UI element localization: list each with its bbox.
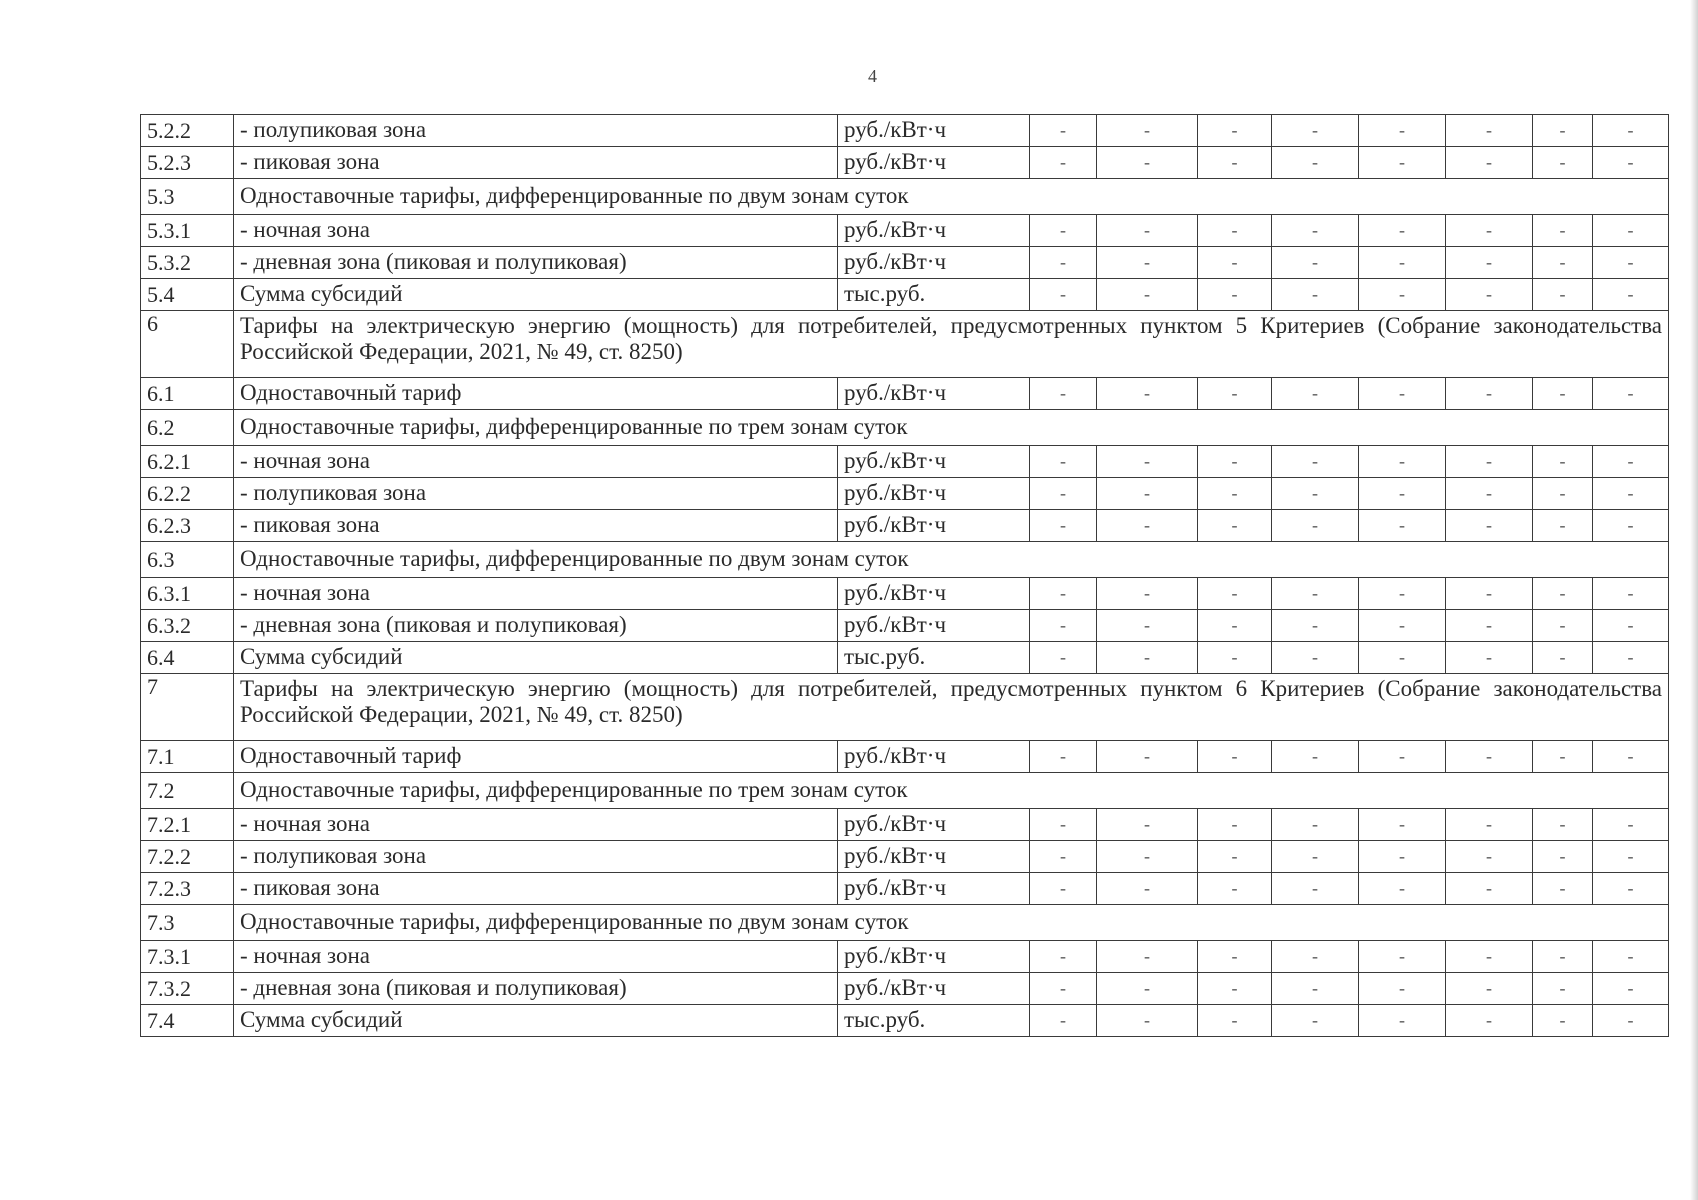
table-section-row (141, 410, 1669, 446)
table-row (141, 478, 1669, 510)
value-cell: - (1359, 147, 1446, 179)
value-cell: - (1030, 378, 1097, 410)
row-label: - ночная зона (234, 941, 838, 973)
value-cell: - (1446, 642, 1533, 674)
value-cell: - (1446, 941, 1533, 973)
value-cell: - (1446, 841, 1533, 873)
value-cell: - (1097, 115, 1198, 147)
value-cell: - (1198, 873, 1272, 905)
table-row (141, 378, 1669, 410)
row-label: Одноставочные тарифы, дифференцированные по двум зонам суток (234, 905, 1669, 941)
table-section-row (141, 542, 1669, 578)
row-unit: руб./кВт·ч (838, 378, 1030, 410)
row-unit: руб./кВт·ч (838, 147, 1030, 179)
table-row (141, 115, 1669, 147)
value-cell: - (1533, 610, 1593, 642)
row-label: - дневная зона (пиковая и полупиковая) (234, 973, 838, 1005)
value-cell: - (1359, 215, 1446, 247)
row-number: 7.2 (141, 773, 234, 809)
value-cell: - (1533, 841, 1593, 873)
row-label: - пиковая зона (234, 510, 838, 542)
value-cell: - (1198, 841, 1272, 873)
value-cell: - (1030, 478, 1097, 510)
value-cell: - (1446, 510, 1533, 542)
value-cell: - (1533, 115, 1593, 147)
value-cell: - (1359, 873, 1446, 905)
value-cell: - (1359, 809, 1446, 841)
value-cell: - (1446, 741, 1533, 773)
row-number: 7.1 (141, 741, 234, 773)
value-cell: - (1272, 841, 1359, 873)
value-cell: - (1593, 841, 1669, 873)
row-unit: тыс.руб. (838, 1005, 1030, 1037)
value-cell: - (1359, 1005, 1446, 1037)
row-label: Одноставочные тарифы, дифференцированные по двум зонам суток (234, 179, 1669, 215)
value-cell: - (1030, 578, 1097, 610)
value-cell: - (1533, 809, 1593, 841)
value-cell: - (1097, 941, 1198, 973)
value-cell: - (1359, 378, 1446, 410)
row-label: Тарифы на электрическую энергию (мощность) для потребителей, предусмотренных пунктом 6 Критериев (Собрание законодательства Российской Федерации, 2021, № 49, ст. 8250) (234, 674, 1669, 741)
table-section-row (141, 674, 1669, 741)
value-cell: - (1030, 147, 1097, 179)
value-cell: - (1533, 378, 1593, 410)
value-cell: - (1533, 446, 1593, 478)
value-cell: - (1030, 941, 1097, 973)
row-number: 7.3.1 (141, 941, 234, 973)
value-cell: - (1097, 378, 1198, 410)
row-number: 7 (141, 674, 234, 741)
table-row (141, 578, 1669, 610)
value-cell: - (1533, 147, 1593, 179)
row-unit: руб./кВт·ч (838, 973, 1030, 1005)
value-cell: - (1593, 610, 1669, 642)
value-cell: - (1272, 446, 1359, 478)
value-cell: - (1030, 1005, 1097, 1037)
value-cell: - (1446, 446, 1533, 478)
row-number: 6.1 (141, 378, 234, 410)
row-unit: руб./кВт·ч (838, 741, 1030, 773)
value-cell: - (1533, 578, 1593, 610)
row-number: 5.3 (141, 179, 234, 215)
row-unit: руб./кВт·ч (838, 215, 1030, 247)
row-unit: руб./кВт·ч (838, 247, 1030, 279)
table-section-row (141, 179, 1669, 215)
value-cell: - (1097, 973, 1198, 1005)
row-unit: руб./кВт·ч (838, 941, 1030, 973)
value-cell: - (1593, 578, 1669, 610)
value-cell: - (1030, 247, 1097, 279)
table-row (141, 642, 1669, 674)
row-number: 7.2.2 (141, 841, 234, 873)
row-number: 6 (141, 311, 234, 378)
value-cell: - (1593, 478, 1669, 510)
value-cell: - (1533, 941, 1593, 973)
value-cell: - (1359, 478, 1446, 510)
value-cell: - (1198, 642, 1272, 674)
table-row (141, 215, 1669, 247)
value-cell: - (1272, 510, 1359, 542)
value-cell: - (1097, 642, 1198, 674)
value-cell: - (1359, 741, 1446, 773)
value-cell: - (1198, 446, 1272, 478)
table-row (141, 279, 1669, 311)
value-cell: - (1533, 478, 1593, 510)
row-label: - ночная зона (234, 215, 838, 247)
value-cell: - (1593, 378, 1669, 410)
value-cell: - (1198, 741, 1272, 773)
value-cell: - (1097, 741, 1198, 773)
table-row (141, 973, 1669, 1005)
value-cell: - (1359, 510, 1446, 542)
row-number: 5.3.1 (141, 215, 234, 247)
value-cell: - (1198, 478, 1272, 510)
value-cell: - (1446, 1005, 1533, 1037)
value-cell: - (1272, 378, 1359, 410)
row-unit: руб./кВт·ч (838, 115, 1030, 147)
table-row (141, 610, 1669, 642)
value-cell: - (1097, 478, 1198, 510)
value-cell: - (1359, 642, 1446, 674)
value-cell: - (1359, 941, 1446, 973)
value-cell: - (1593, 446, 1669, 478)
value-cell: - (1533, 642, 1593, 674)
row-label: - пиковая зона (234, 147, 838, 179)
value-cell: - (1272, 578, 1359, 610)
value-cell: - (1533, 1005, 1593, 1037)
row-label: Сумма субсидий (234, 1005, 838, 1037)
value-cell: - (1272, 147, 1359, 179)
row-unit: руб./кВт·ч (838, 841, 1030, 873)
row-number: 7.2.3 (141, 873, 234, 905)
value-cell: - (1097, 578, 1198, 610)
value-cell: - (1198, 809, 1272, 841)
value-cell: - (1272, 873, 1359, 905)
row-unit: руб./кВт·ч (838, 809, 1030, 841)
value-cell: - (1593, 1005, 1669, 1037)
value-cell: - (1272, 215, 1359, 247)
value-cell: - (1030, 446, 1097, 478)
row-number: 6.3.1 (141, 578, 234, 610)
value-cell: - (1030, 809, 1097, 841)
table-row (141, 873, 1669, 905)
value-cell: - (1446, 809, 1533, 841)
value-cell: - (1198, 1005, 1272, 1037)
row-number: 7.4 (141, 1005, 234, 1037)
page-number: 4 (868, 66, 877, 86)
row-unit: руб./кВт·ч (838, 610, 1030, 642)
row-label: Тарифы на электрическую энергию (мощность) для потребителей, предусмотренных пунктом 5 Критериев (Собрание законодательства Российской Федерации, 2021, № 49, ст. 8250) (234, 311, 1669, 378)
value-cell: - (1446, 147, 1533, 179)
row-number: 6.2.2 (141, 478, 234, 510)
row-number: 7.3 (141, 905, 234, 941)
value-cell: - (1359, 578, 1446, 610)
value-cell: - (1593, 973, 1669, 1005)
value-cell: - (1593, 741, 1669, 773)
value-cell: - (1272, 1005, 1359, 1037)
value-cell: - (1198, 115, 1272, 147)
value-cell: - (1097, 841, 1198, 873)
value-cell: - (1030, 741, 1097, 773)
row-label: - дневная зона (пиковая и полупиковая) (234, 610, 838, 642)
value-cell: - (1097, 446, 1198, 478)
table-section-row (141, 773, 1669, 809)
table-body (141, 115, 1669, 1037)
value-cell: - (1097, 510, 1198, 542)
row-label: - дневная зона (пиковая и полупиковая) (234, 247, 838, 279)
value-cell: - (1097, 279, 1198, 311)
value-cell: - (1593, 215, 1669, 247)
value-cell: - (1198, 147, 1272, 179)
value-cell: - (1533, 510, 1593, 542)
value-cell: - (1446, 610, 1533, 642)
value-cell: - (1446, 279, 1533, 311)
value-cell: - (1593, 510, 1669, 542)
value-cell: - (1272, 741, 1359, 773)
row-number: 5.2.3 (141, 147, 234, 179)
row-unit: руб./кВт·ч (838, 873, 1030, 905)
row-label: - ночная зона (234, 446, 838, 478)
row-unit: руб./кВт·ч (838, 510, 1030, 542)
value-cell: - (1446, 115, 1533, 147)
value-cell: - (1446, 378, 1533, 410)
row-number: 5.4 (141, 279, 234, 311)
table-row (141, 941, 1669, 973)
row-number: 5.3.2 (141, 247, 234, 279)
row-label: - пиковая зона (234, 873, 838, 905)
row-label: - полупиковая зона (234, 478, 838, 510)
value-cell: - (1446, 578, 1533, 610)
scan-edge-shadow (1690, 0, 1698, 1200)
value-cell: - (1030, 973, 1097, 1005)
table-section-row (141, 905, 1669, 941)
value-cell: - (1198, 215, 1272, 247)
row-number: 7.2.1 (141, 809, 234, 841)
row-label: Одноставочный тариф (234, 378, 838, 410)
value-cell: - (1272, 478, 1359, 510)
value-cell: - (1533, 279, 1593, 311)
value-cell: - (1359, 446, 1446, 478)
value-cell: - (1593, 147, 1669, 179)
row-number: 6.2 (141, 410, 234, 446)
value-cell: - (1359, 279, 1446, 311)
value-cell: - (1272, 247, 1359, 279)
value-cell: - (1272, 642, 1359, 674)
row-label: - ночная зона (234, 578, 838, 610)
value-cell: - (1359, 610, 1446, 642)
value-cell: - (1030, 215, 1097, 247)
value-cell: - (1446, 973, 1533, 1005)
value-cell: - (1533, 215, 1593, 247)
row-label: Одноставочные тарифы, дифференцированные по двум зонам суток (234, 542, 1669, 578)
value-cell: - (1097, 873, 1198, 905)
value-cell: - (1198, 279, 1272, 311)
value-cell: - (1593, 809, 1669, 841)
value-cell: - (1097, 215, 1198, 247)
table-row (141, 147, 1669, 179)
value-cell: - (1097, 1005, 1198, 1037)
row-label: - ночная зона (234, 809, 838, 841)
value-cell: - (1446, 247, 1533, 279)
value-cell: - (1198, 510, 1272, 542)
value-cell: - (1272, 610, 1359, 642)
value-cell: - (1446, 215, 1533, 247)
value-cell: - (1097, 147, 1198, 179)
tariff-table (140, 114, 1669, 1037)
value-cell: - (1272, 115, 1359, 147)
row-label: Сумма субсидий (234, 279, 838, 311)
row-unit: тыс.руб. (838, 279, 1030, 311)
value-cell: - (1198, 941, 1272, 973)
value-cell: - (1198, 378, 1272, 410)
value-cell: - (1533, 247, 1593, 279)
row-unit: тыс.руб. (838, 642, 1030, 674)
table-section-row (141, 311, 1669, 378)
row-unit: руб./кВт·ч (838, 478, 1030, 510)
value-cell: - (1593, 642, 1669, 674)
value-cell: - (1198, 610, 1272, 642)
value-cell: - (1533, 873, 1593, 905)
value-cell: - (1593, 279, 1669, 311)
row-label: - полупиковая зона (234, 841, 838, 873)
table-row (141, 741, 1669, 773)
value-cell: - (1593, 115, 1669, 147)
value-cell: - (1198, 247, 1272, 279)
table-row (141, 446, 1669, 478)
value-cell: - (1359, 973, 1446, 1005)
row-label: Одноставочные тарифы, дифференцированные по трем зонам суток (234, 410, 1669, 446)
row-unit: руб./кВт·ч (838, 578, 1030, 610)
value-cell: - (1593, 873, 1669, 905)
value-cell: - (1030, 510, 1097, 542)
value-cell: - (1359, 247, 1446, 279)
value-cell: - (1030, 115, 1097, 147)
table-row (141, 510, 1669, 542)
row-label: Одноставочные тарифы, дифференцированные по трем зонам суток (234, 773, 1669, 809)
row-number: 6.3 (141, 542, 234, 578)
value-cell: - (1097, 247, 1198, 279)
value-cell: - (1359, 115, 1446, 147)
value-cell: - (1030, 642, 1097, 674)
value-cell: - (1030, 610, 1097, 642)
table-row (141, 247, 1669, 279)
row-number: 5.2.2 (141, 115, 234, 147)
row-number: 6.4 (141, 642, 234, 674)
value-cell: - (1533, 973, 1593, 1005)
value-cell: - (1030, 279, 1097, 311)
row-number: 7.3.2 (141, 973, 234, 1005)
value-cell: - (1030, 841, 1097, 873)
row-number: 6.3.2 (141, 610, 234, 642)
value-cell: - (1446, 478, 1533, 510)
value-cell: - (1533, 741, 1593, 773)
value-cell: - (1272, 279, 1359, 311)
value-cell: - (1593, 941, 1669, 973)
row-label: Сумма субсидий (234, 642, 838, 674)
value-cell: - (1446, 873, 1533, 905)
value-cell: - (1198, 973, 1272, 1005)
table-row (141, 1005, 1669, 1037)
value-cell: - (1097, 809, 1198, 841)
value-cell: - (1272, 941, 1359, 973)
row-number: 6.2.1 (141, 446, 234, 478)
table-row (141, 809, 1669, 841)
value-cell: - (1198, 578, 1272, 610)
value-cell: - (1097, 610, 1198, 642)
row-label: - полупиковая зона (234, 115, 838, 147)
value-cell: - (1272, 973, 1359, 1005)
row-label: Одноставочный тариф (234, 741, 838, 773)
value-cell: - (1359, 841, 1446, 873)
table-row (141, 841, 1669, 873)
row-number: 6.2.3 (141, 510, 234, 542)
value-cell: - (1030, 873, 1097, 905)
value-cell: - (1593, 247, 1669, 279)
value-cell: - (1272, 809, 1359, 841)
row-unit: руб./кВт·ч (838, 446, 1030, 478)
